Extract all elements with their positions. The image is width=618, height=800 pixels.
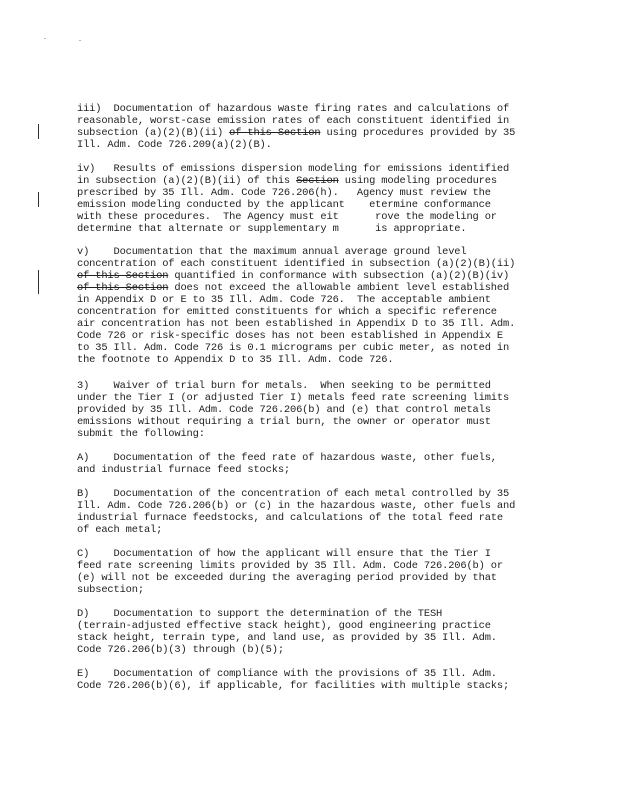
- text-segment: in Appendix D or E to 35 Ill. Adm. Code 726. The acceptable ambient: [77, 294, 491, 306]
- text-line: [77, 620, 547, 632]
- text-segment: the footnote to Appendix D to 35 Ill. Adm. Code 726.: [77, 354, 394, 366]
- revision-bar: [38, 192, 39, 207]
- text-segment: quantified in conformance with subsection (a)(2)(B)(iv): [168, 270, 510, 282]
- text-line: [77, 500, 547, 512]
- revision-bar: [38, 124, 39, 139]
- text-line: [77, 294, 547, 306]
- text-segment: A) Documentation of the feed rate of hazardous waste, other fuels,: [77, 452, 497, 464]
- text-line: [77, 416, 547, 428]
- text-line: [77, 404, 547, 416]
- text-segment: emission modeling conducted by the applicant etermine conformance: [77, 199, 491, 211]
- text-line: [77, 608, 547, 620]
- text-segment: in subsection (a)(2)(B)(ii) of this: [77, 175, 297, 187]
- text-line: [77, 318, 547, 330]
- struck-text: of this Section: [229, 127, 321, 139]
- text-segment: iv) Results of emissions dispersion modeling for emissions identified: [77, 163, 510, 175]
- text-segment: C) Documentation of how the applicant will ensure that the Tier I: [77, 548, 491, 560]
- text-segment: Ill. Adm. Code 726.209(a)(2)(B).: [77, 139, 272, 151]
- text-line: [77, 560, 547, 572]
- text-segment: B) Documentation of the concentration of each metal controlled by 35: [77, 488, 510, 500]
- scan-speck: [79, 40, 81, 41]
- text-line: [77, 282, 547, 294]
- text-line: [77, 392, 547, 404]
- text-line: [77, 512, 547, 524]
- text-line: [77, 199, 547, 211]
- text-segment: 3) Waiver of trial burn for metals. When seeking to be permitted: [77, 380, 491, 392]
- paragraph-E: [77, 668, 547, 692]
- text-segment: (e) will not be exceeded during the averaging period provided by that: [77, 572, 497, 584]
- text-segment: with these procedures. The Agency must eit rove the modeling or: [77, 211, 497, 223]
- text-line: [77, 103, 547, 115]
- text-line: [77, 127, 547, 139]
- text-segment: Code 726.206(b)(3) through (b)(5);: [77, 644, 284, 656]
- struck-text: Section: [296, 175, 339, 187]
- text-segment: prescribed by 35 Ill. Adm. Code 726.206(h). Agency must review the: [77, 187, 491, 199]
- text-segment: iii) Documentation of hazardous waste firing rates and calculations of: [77, 103, 510, 115]
- text-line: [77, 246, 547, 258]
- text-line: [77, 584, 547, 596]
- text-segment: industrial furnace feedstocks, and calculations of the total feed rate: [77, 512, 503, 524]
- paragraph-D: [77, 608, 547, 656]
- text-segment: D) Documentation to support the determination of the TESH: [77, 608, 443, 620]
- text-line: [77, 139, 547, 151]
- text-segment: of each metal;: [77, 524, 163, 536]
- scan-speck: [44, 38, 46, 39]
- text-line: [77, 488, 547, 500]
- text-line: [77, 452, 547, 464]
- text-line: [77, 572, 547, 584]
- text-line: [77, 548, 547, 560]
- revision-bar: [38, 270, 39, 294]
- text-line: [77, 163, 547, 175]
- paragraph-v: [77, 246, 547, 366]
- text-line: [77, 306, 547, 318]
- text-segment: Ill. Adm. Code 726.206(b) or (c) in the hazardous waste, other fuels and: [77, 500, 516, 512]
- text-segment: concentration for emitted constituents for which a specific reference: [77, 306, 497, 318]
- text-segment: to 35 Ill. Adm. Code 726 is 0.1 micrograms per cubic meter, as noted in: [77, 342, 510, 354]
- text-line: [77, 211, 547, 223]
- text-line: [77, 380, 547, 392]
- text-segment: submit the following:: [77, 428, 205, 440]
- text-line: [77, 342, 547, 354]
- text-segment: v) Documentation that the maximum annual average ground level: [77, 246, 467, 258]
- text-line: [77, 175, 547, 187]
- paragraph-C: [77, 548, 547, 596]
- text-segment: provided by 35 Ill. Adm. Code 726.206(b) and (e) that control metals: [77, 404, 491, 416]
- text-segment: and industrial furnace feed stocks;: [77, 464, 290, 476]
- text-line: [77, 464, 547, 476]
- text-segment: Code 726.206(b)(6), if applicable, for facilities with multiple stacks;: [77, 680, 510, 692]
- text-line: [77, 223, 547, 235]
- text-segment: Code 726 or risk-specific doses has not been established in Appendix E: [77, 330, 503, 342]
- text-segment: (terrain-adjusted effective stack height), good engineering practice: [77, 620, 491, 632]
- text-segment: stack height, terrain type, and land use, as provided by 35 Ill. Adm.: [77, 632, 497, 644]
- paragraph-iii: [77, 103, 547, 151]
- text-segment: reasonable, worst-case emission rates of each constituent identified in: [77, 115, 510, 127]
- text-segment: determine that alternate or supplementary m is appropriate.: [77, 223, 467, 235]
- text-segment: under the Tier I (or adjusted Tier I) metals feed rate screening limits: [77, 392, 510, 404]
- text-line: [77, 644, 547, 656]
- text-line: [77, 115, 547, 127]
- paragraph-3-waiver: [77, 380, 547, 440]
- paragraph-A: [77, 452, 547, 476]
- text-line: [77, 354, 547, 366]
- text-line: [77, 668, 547, 680]
- text-segment: using procedures provided by 35: [320, 127, 516, 139]
- struck-text: of this Section: [77, 282, 169, 294]
- text-line: [77, 270, 547, 282]
- text-segment: feed rate screening limits provided by 35 Ill. Adm. Code 726.206(b) or: [77, 560, 503, 572]
- text-segment: E) Documentation of compliance with the provisions of 35 Ill. Adm.: [77, 668, 497, 680]
- text-segment: does not exceed the allowable ambient level established: [168, 282, 510, 294]
- text-line: [77, 330, 547, 342]
- paragraph-B: [77, 488, 547, 536]
- text-line: [77, 680, 547, 692]
- text-segment: air concentration has not been established in Appendix D to 35 Ill. Adm.: [77, 318, 516, 330]
- text-line: [77, 524, 547, 536]
- text-segment: subsection (a)(2)(B)(ii): [77, 127, 230, 139]
- paragraph-iv: [77, 163, 547, 235]
- text-segment: subsection;: [77, 584, 144, 596]
- text-line: [77, 632, 547, 644]
- text-segment: concentration of each constituent identified in subsection (a)(2)(B)(ii): [77, 258, 516, 270]
- struck-text: of this Section: [77, 270, 169, 282]
- text-line: [77, 428, 547, 440]
- text-line: [77, 187, 547, 199]
- text-segment: emissions without requiring a trial burn, the owner or operator must: [77, 416, 491, 428]
- text-segment: using modeling procedures: [338, 175, 497, 187]
- text-line: [77, 258, 547, 270]
